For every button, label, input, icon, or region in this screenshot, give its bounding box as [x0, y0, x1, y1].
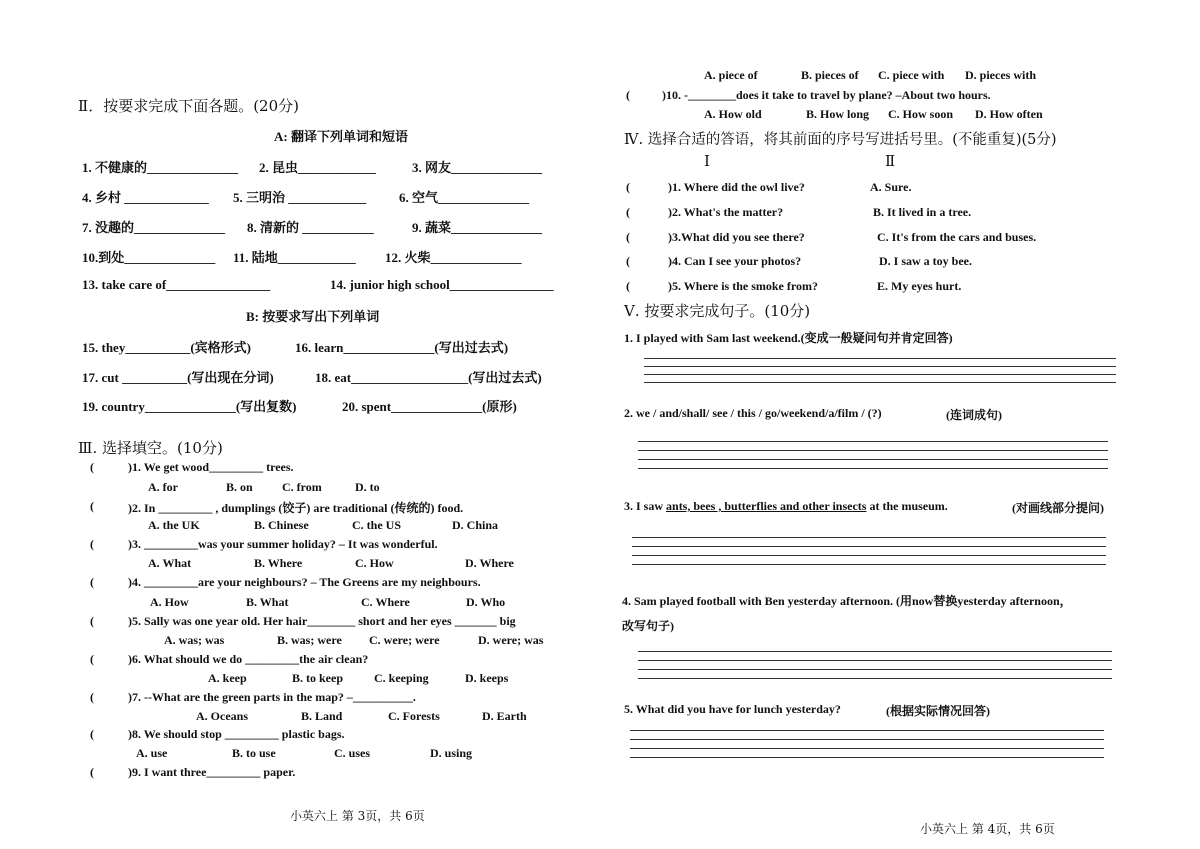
- answer-line: [644, 366, 1116, 367]
- answer-paren: (: [90, 575, 94, 589]
- word-item-19: 19. country______________(写出复数): [82, 399, 297, 414]
- mc-3-option-d: D. Where: [465, 556, 514, 570]
- vocab-item-10: 10.到处______________: [82, 250, 216, 265]
- match-answer-d: D. I saw a toy bee.: [879, 254, 972, 268]
- answer-line: [632, 546, 1106, 547]
- vocab-item-4: 4. 乡村 _____________: [82, 190, 209, 205]
- vocab-item-6: 6. 空气______________: [399, 190, 530, 205]
- section-2-title: Ⅱ．按要求完成下面各题。(20分): [78, 97, 299, 115]
- mc-10-option-b: B. How long: [806, 107, 870, 121]
- column-ii-header: Ⅱ: [885, 152, 896, 170]
- match-question-3: )3.What did you see there?: [668, 230, 805, 244]
- answer-line: [644, 374, 1116, 375]
- answer-paren: (: [90, 537, 94, 551]
- answer-line: [632, 564, 1106, 565]
- answer-paren: (: [626, 254, 630, 268]
- answer-paren: (: [626, 180, 630, 194]
- mc-1-option-a: A. for: [148, 480, 178, 494]
- mc-10-option-c: C. How soon: [888, 107, 954, 121]
- mc-8-option-c: C. uses: [334, 746, 371, 760]
- match-answer-e: E. My eyes hurt.: [877, 279, 962, 293]
- answer-line: [644, 382, 1116, 383]
- mc-question-10: )10. -________does it take to travel by plane? –About two hours.: [662, 88, 991, 102]
- answer-paren: (: [626, 88, 630, 102]
- mc-3-option-a: A. What: [148, 556, 192, 570]
- mc-2-option-a: A. the UK: [148, 518, 200, 532]
- sentence-task-4-continued: 改写句子): [622, 619, 674, 633]
- mc-9-option-c: C. piece with: [878, 68, 945, 82]
- mc-question-8: )8. We should stop _________ plastic bags.: [128, 727, 345, 741]
- vocab-item-8: 8. 清新的 ___________: [247, 220, 374, 235]
- word-item-17: 17. cut __________(写出现在分词): [82, 370, 274, 385]
- mc-question-7: )7. --What are the green parts in the map? –__________.: [128, 690, 416, 704]
- sentence-task-2-instruction: (连词成句): [946, 408, 1002, 422]
- answer-paren: (: [90, 690, 94, 704]
- part-a-title: A: 翻译下列单词和短语: [274, 129, 408, 144]
- sentence-task-3-instruction: (对画线部分提问): [1012, 501, 1104, 515]
- answer-line: [638, 678, 1112, 679]
- mc-7-option-a: A. Oceans: [196, 709, 248, 723]
- section-5-title: Ⅴ. 按要求完成句子。(10分): [624, 302, 811, 320]
- match-answer-b: B. It lived in a tree.: [873, 205, 972, 219]
- answer-paren: (: [626, 205, 630, 219]
- answer-paren: (: [90, 499, 94, 513]
- answer-line: [638, 651, 1112, 652]
- answer-paren: (: [90, 652, 94, 666]
- word-item-15: 15. they__________(宾格形式): [82, 340, 251, 355]
- underlined-phrase: ants, bees , butterflies and other insects: [666, 499, 867, 513]
- vocab-item-7: 7. 没趣的______________: [82, 220, 226, 235]
- mc-5-option-b: B. was; were: [277, 633, 342, 647]
- vocab-item-14: 14. junior high school________________: [330, 277, 554, 292]
- mc-1-option-b: B. on: [226, 480, 253, 494]
- answer-line: [638, 450, 1108, 451]
- section-3-title: Ⅲ. 选择填空。(10分): [78, 439, 223, 457]
- mc-7-option-b: B. Land: [301, 709, 343, 723]
- mc-1-option-c: C. from: [282, 480, 322, 494]
- vocab-item-3: 3. 网友______________: [412, 160, 543, 175]
- match-question-2: )2. What's the matter?: [668, 205, 784, 219]
- vocab-item-2: 2. 昆虫____________: [259, 160, 377, 175]
- mc-2-option-c: C. the US: [352, 518, 402, 532]
- match-question-4: )4. Can I see your photos?: [668, 254, 802, 268]
- match-answer-a: A. Sure.: [870, 180, 912, 194]
- answer-line: [630, 748, 1104, 749]
- mc-question-3: )3. _________was your summer holiday? – It was wonderful.: [128, 537, 438, 551]
- vocab-item-1: 1. 不健康的______________: [82, 160, 239, 175]
- mc-question-2: )2. In _________ , dumplings (饺子) are traditional (传统的) food.: [128, 501, 464, 515]
- mc-question-5: )5. Sally was one year old. Her hair________ short and her eyes _______ big: [128, 614, 516, 628]
- mc-4-option-d: D. Who: [466, 595, 506, 609]
- match-question-1: )1. Where did the owl live?: [668, 180, 805, 194]
- answer-paren: (: [626, 230, 630, 244]
- match-question-5: )5. Where is the smoke from?: [668, 279, 818, 293]
- word-item-18: 18. eat__________________(写出过去式): [315, 370, 542, 385]
- part-b-title: B: 按要求写出下列单词: [246, 309, 380, 324]
- vocab-item-5: 5. 三明治 ____________: [233, 190, 367, 205]
- section-4-title: Ⅳ. 选择合适的答语，将其前面的序号写进括号里。(不能重复)(5分): [624, 132, 1057, 148]
- mc-7-option-d: D. Earth: [482, 709, 527, 723]
- mc-9-option-d: D. pieces with: [965, 68, 1036, 82]
- mc-10-option-a: A. How old: [704, 107, 762, 121]
- mc-question-9: )9. I want three_________ paper.: [128, 765, 296, 779]
- sentence-task-3-start: 3. I saw: [624, 499, 667, 513]
- answer-line: [630, 730, 1104, 731]
- match-answer-c: C. It's from the cars and buses.: [877, 230, 1037, 244]
- answer-line: [638, 441, 1108, 442]
- answer-line: [638, 468, 1108, 469]
- answer-line: [632, 537, 1106, 538]
- answer-paren: (: [90, 765, 94, 779]
- sentence-task-4: 4. Sam played football with Ben yesterday afternoon. (用now替换yesterday afternoon，: [622, 594, 1072, 608]
- vocab-item-9: 9. 蔬菜______________: [412, 220, 543, 235]
- answer-paren: (: [90, 614, 94, 628]
- answer-paren: (: [90, 727, 94, 741]
- sentence-task-3-end: at the museum.: [866, 499, 948, 513]
- mc-8-option-b: B. to use: [232, 746, 276, 760]
- sentence-task-1: 1. I played with Sam last weekend.(变成一般疑问句并肯定回答): [624, 331, 953, 345]
- mc-1-option-d: D. to: [355, 480, 380, 494]
- mc-3-option-c: C. How: [355, 556, 394, 570]
- mc-6-option-a: A. keep: [208, 671, 247, 685]
- mc-10-option-d: D. How often: [975, 107, 1043, 121]
- mc-4-option-a: A. How: [150, 595, 189, 609]
- sentence-task-3: [624, 499, 948, 514]
- answer-line: [638, 669, 1112, 670]
- answer-paren: (: [90, 460, 94, 474]
- mc-question-4: )4. _________are your neighbours? – The Greens are my neighbours.: [128, 575, 481, 589]
- page-footer-right: 小英六上 第 4页，共 6页: [920, 822, 1055, 836]
- mc-6-option-d: D. keeps: [465, 671, 509, 685]
- mc-9-option-b: B. pieces of: [801, 68, 859, 82]
- mc-4-option-c: C. Where: [361, 595, 410, 609]
- mc-5-option-a: A. was; was: [164, 633, 225, 647]
- sentence-task-5: 5. What did you have for lunch yesterday?: [624, 702, 841, 716]
- answer-paren: (: [626, 279, 630, 293]
- sentence-task-5-instruction: (根据实际情况回答): [886, 704, 990, 718]
- vocab-item-12: 12. 火柴______________: [385, 250, 522, 265]
- page-footer-left: 小英六上 第 3页，共 6页: [290, 809, 425, 823]
- answer-line: [630, 739, 1104, 740]
- answer-line: [632, 555, 1106, 556]
- mc-6-option-c: C. keeping: [374, 671, 429, 685]
- answer-line: [638, 660, 1112, 661]
- mc-question-6: )6. What should we do _________the air clean?: [128, 652, 369, 666]
- mc-question-1: )1. We get wood_________ trees.: [128, 460, 294, 474]
- answer-line: [644, 358, 1116, 359]
- mc-5-option-c: C. were; were: [369, 633, 440, 647]
- mc-8-option-d: D. using: [430, 746, 473, 760]
- mc-9-option-a: A. piece of: [704, 68, 758, 82]
- vocab-item-11: 11. 陆地____________: [233, 250, 356, 265]
- mc-5-option-d: D. were; was: [478, 633, 544, 647]
- word-item-20: 20. spent______________(原形): [342, 399, 517, 414]
- mc-2-option-d: D. China: [452, 518, 499, 532]
- word-item-16: 16. learn______________(写出过去式): [295, 340, 509, 355]
- answer-line: [638, 459, 1108, 460]
- mc-8-option-a: A. use: [136, 746, 168, 760]
- mc-2-option-b: B. Chinese: [254, 518, 309, 532]
- mc-7-option-c: C. Forests: [388, 709, 440, 723]
- answer-line: [630, 757, 1104, 758]
- column-i-header: Ⅰ: [704, 152, 710, 170]
- vocab-item-13: 13. take care of________________: [82, 277, 271, 292]
- sentence-task-2: 2. we / and/shall/ see / this / go/weekend/a/film / (?): [624, 406, 882, 420]
- mc-6-option-b: B. to keep: [292, 671, 343, 685]
- mc-3-option-b: B. Where: [254, 556, 303, 570]
- mc-4-option-b: B. What: [246, 595, 289, 609]
